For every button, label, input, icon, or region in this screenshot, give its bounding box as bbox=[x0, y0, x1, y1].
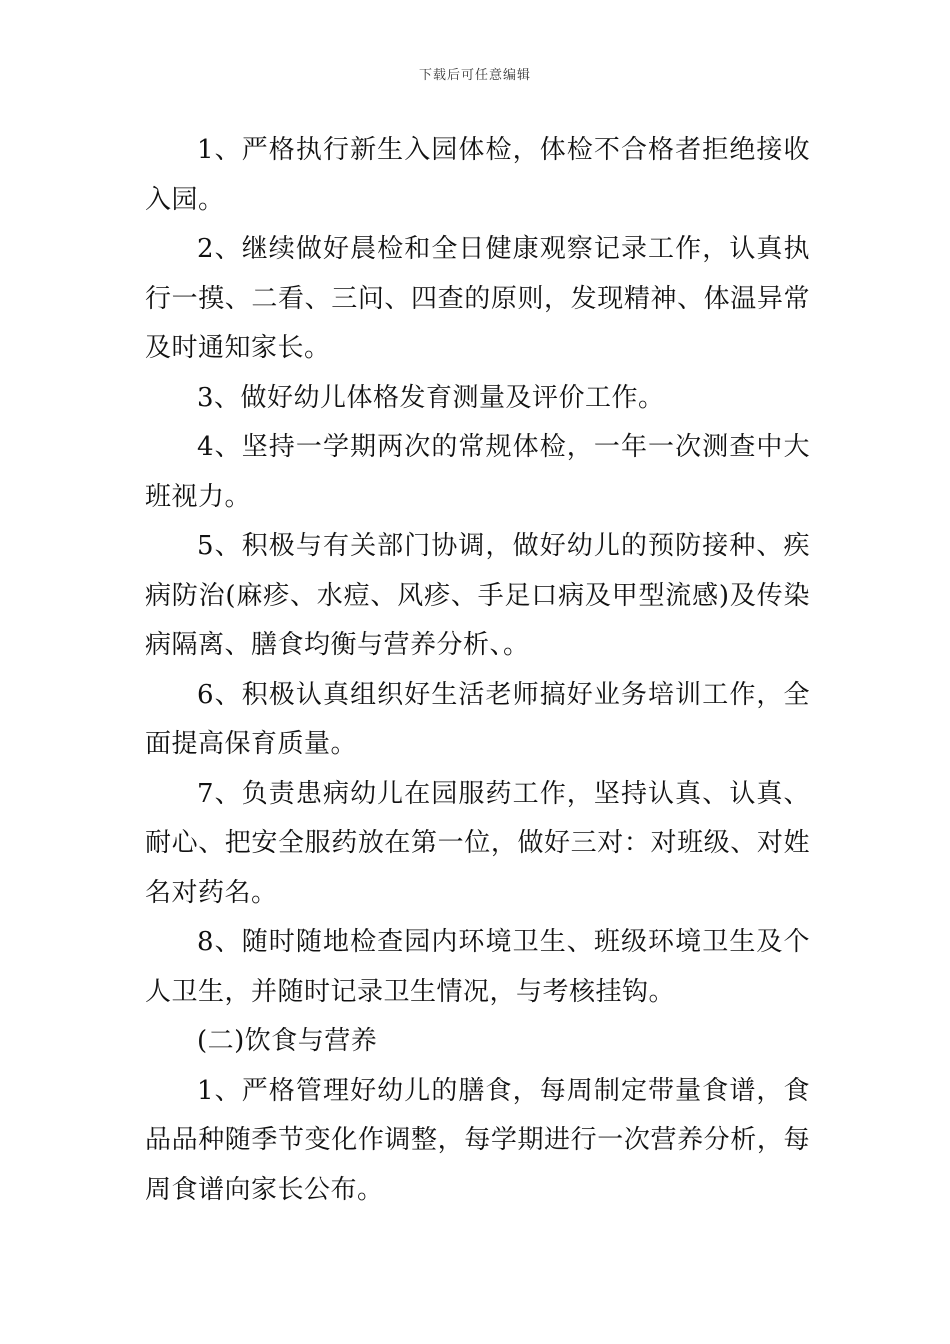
paragraph-health-3: 3、做好幼儿体格发育测量及评价工作。 bbox=[197, 382, 665, 413]
paragraph-health-1: 1、严格执行新生入园体检，体检不合格者拒绝接收入园。 bbox=[145, 135, 810, 215]
paragraph-diet-1: 1、严格管理好幼儿的膳食，每周制定带量食谱，食品品种随季节变化作调整，每学期进行一次营养分析，每周食谱向家长公布。 bbox=[145, 1075, 810, 1205]
document-body bbox=[145, 126, 810, 1215]
paragraph-health-5: 5、积极与有关部门协调，做好幼儿的预防接种、疾病防治(麻疹、水痘、风疹、手足口病及甲型流感)及传染病隔离、膳食均衡与营养分析、。 bbox=[145, 531, 810, 660]
paragraph-health-7: 7、负责患病幼儿在园服药工作，坚持认真、认真、耐心、把安全服药放在第一位，做好三对：对班级、对姓名对药名。 bbox=[145, 778, 810, 908]
paragraph-health-2: 2、继续做好晨检和全日健康观察记录工作，认真执行一摸、二看、三问、四查的原则，发现精神、体温异常及时通知家长。 bbox=[145, 234, 810, 363]
paragraph-health-6: 6、积极认真组织好生活老师搞好业务培训工作，全面提高保育质量。 bbox=[145, 679, 810, 759]
paragraph-health-4: 4、坚持一学期两次的常规体检，一年一次测查中大班视力。 bbox=[145, 432, 810, 512]
section-heading-diet: (二)饮食与营养 bbox=[197, 1026, 378, 1056]
header-note: 下载后可任意编辑 bbox=[418, 68, 531, 83]
paragraph-health-8: 8、随时随地检查园内环境卫生、班级环境卫生及个人卫生，并随时记录卫生情况，与考核挂钩。 bbox=[145, 927, 810, 1007]
